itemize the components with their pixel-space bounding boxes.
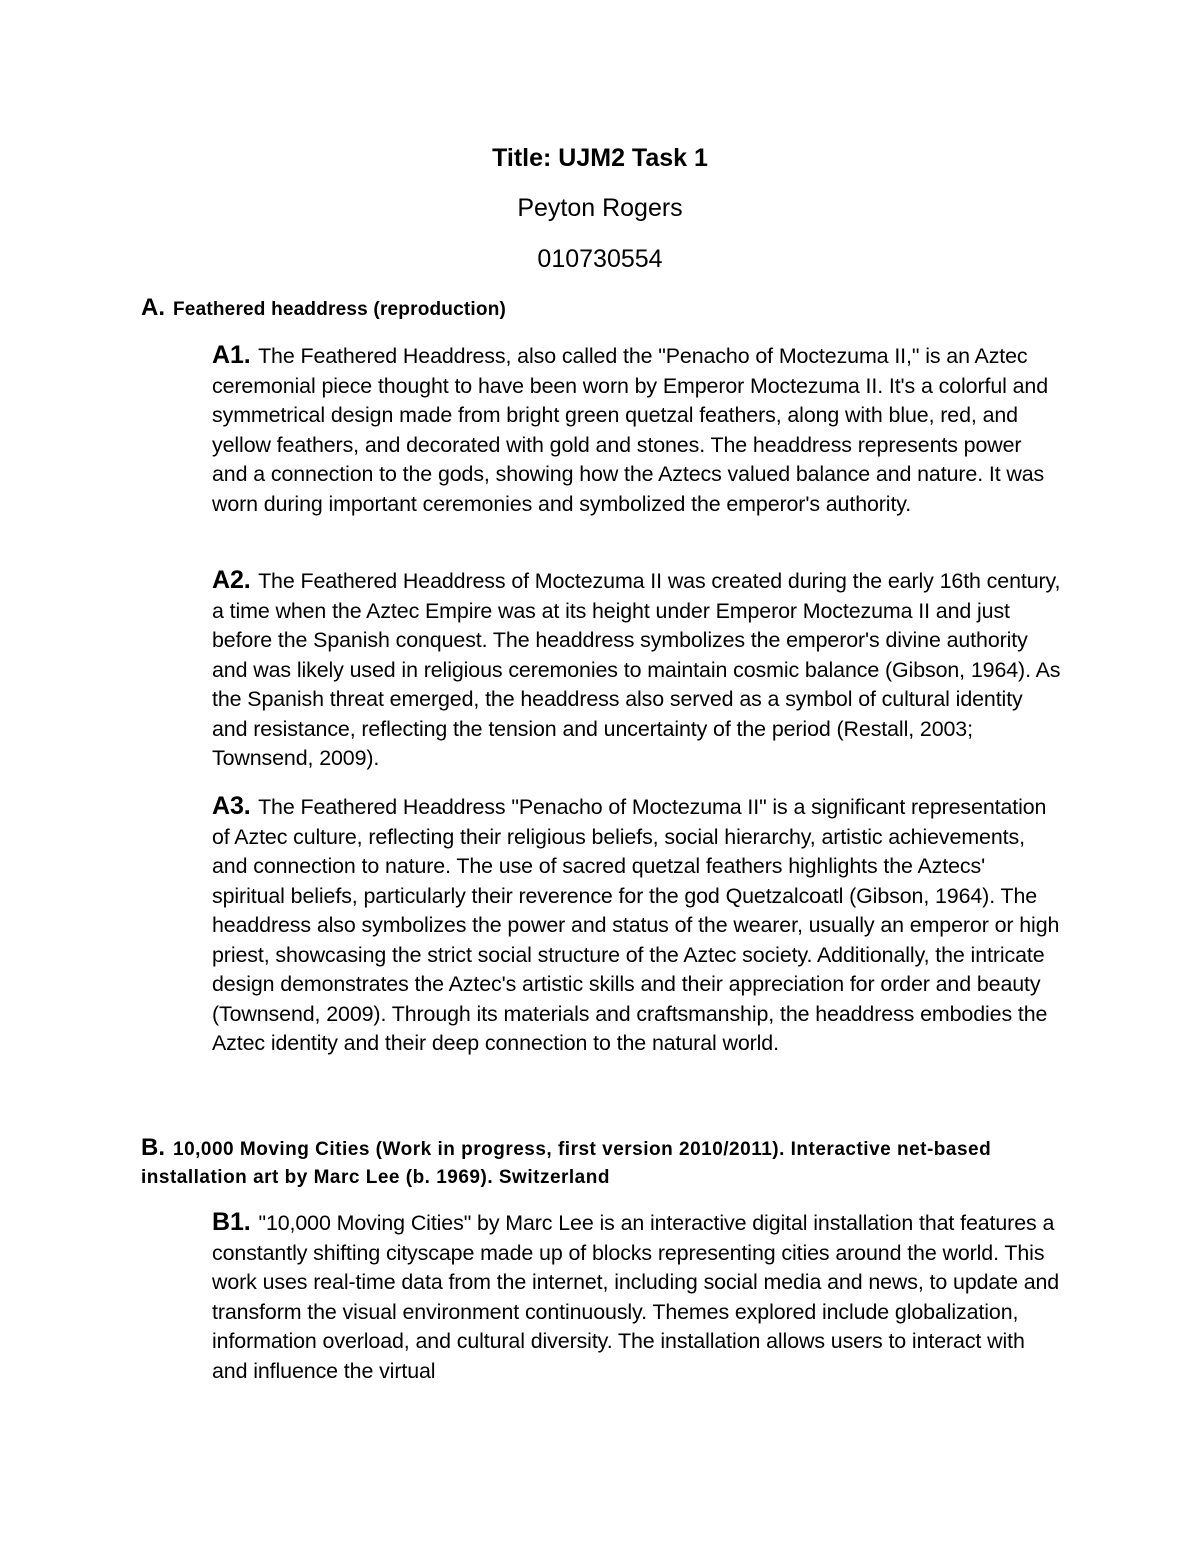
section-b-heading [141, 1134, 1071, 1192]
paragraph-a1 [212, 341, 1062, 519]
paragraph-a2 [212, 566, 1062, 774]
document-title: Title: UJM2 Task 1 [492, 144, 708, 172]
paragraph-a1-text: The Feathered Headdress, also called the "Penacho of Moctezuma II," is an Aztec ceremonial piece thought to have been worn by Emperor Moctezuma II. It's a colorful and symmetrical design made from bright green quetzal feathers, along with blue, red, and yellow feathers, and decorated with gold and stones. The headdress represents power and a connection to the gods, showing how the Aztecs valued balance and nature. It was worn during important ceremonies and symbolized the emperor's authority. [212, 344, 1049, 516]
paragraph-a2-label: A2. [212, 566, 251, 594]
paragraph-b1 [212, 1208, 1062, 1386]
author-name: Peyton Rogers [517, 194, 683, 222]
section-a-heading [141, 294, 1071, 324]
section-b-letter: B. [141, 1134, 165, 1161]
paragraph-a3-label: A3. [212, 792, 251, 820]
paragraph-a2-text: The Feathered Headdress of Moctezuma II was created during the early 16th century, a time when the Aztec Empire was at its height under Emperor Moctezuma II and just before the Spanish conquest. The headdress symbolizes the emperor's divine authority and was likely used in religious ceremonies to maintain cosmic balance (Gibson, 1964). As the Spanish threat emerged, the headdress also served as a symbol of cultural identity and resistance, reflecting the tension and uncertainty of the period (Restall, 2003; Townsend, 2009). [212, 569, 1061, 770]
section-b-heading-text: 10,000 Moving Cities (Work in progress, first version 2010/2011). Interactive net-based installation art by Marc Lee (b. 1969). Switzerland [141, 1139, 992, 1188]
paragraph-b1-text: "10,000 Moving Cities" by Marc Lee is an interactive digital installation that features a constantly shifting cityscape made up of blocks representing cities around the world. This work uses real-time data from the internet, including social media and news, to update and transform the visual environment continuously. Themes explored include globalization, information overload, and cultural diversity. The installation allows users to interact with and influence the virtual [212, 1211, 1060, 1383]
paragraph-a3-text: The Feathered Headdress "Penacho of Moctezuma II" is a significant representation of Aztec culture, reflecting their religious beliefs, social hierarchy, artistic achievements, and connection to nature. The use of sacred quetzal feathers highlights the Aztecs' spiritual beliefs, particularly their reverence for the god Quetzalcoatl (Gibson, 1964). The headdress also symbolizes the power and status of the wearer, usually an emperor or high priest, showcasing the strict social structure of the Aztec society. Additionally, the intricate design demonstrates the Aztec's artistic skills and their appreciation for order and beauty (Townsend, 2009). Through its materials and craftsmanship, the headdress embodies the Aztec identity and their deep connection to the natural world. [212, 795, 1060, 1055]
paragraph-a3 [212, 792, 1062, 1059]
section-a-heading-text: Feathered headdress (reproduction) [173, 299, 507, 320]
student-id: 010730554 [537, 245, 663, 273]
section-a-letter: A. [141, 294, 165, 321]
paragraph-b1-label: B1. [212, 1208, 251, 1236]
paragraph-a1-label: A1. [212, 341, 251, 369]
